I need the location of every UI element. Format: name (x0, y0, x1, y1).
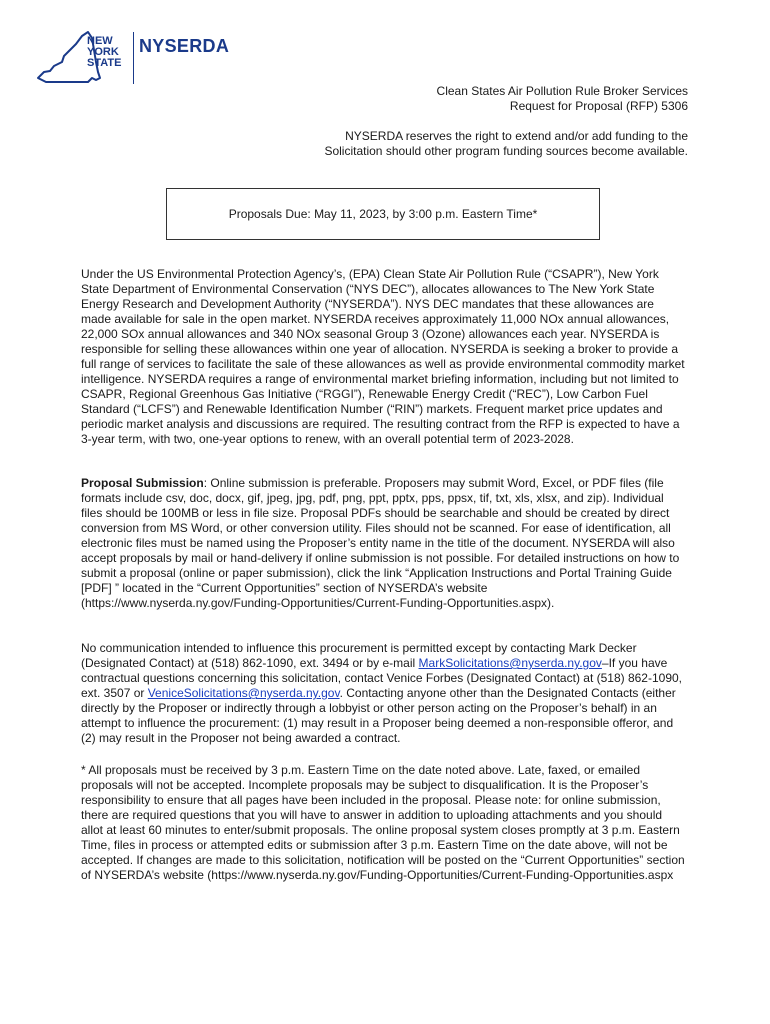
submission-label: Proposal Submission (81, 476, 204, 490)
logo-divider (133, 32, 134, 84)
state-name-mark: NEW YORK STATE (87, 35, 122, 69)
rfp-number: Request for Proposal (RFP) 5306 (509, 99, 688, 113)
document-title: Clean States Air Pollution Rule Broker Services (436, 84, 688, 98)
proposals-due-text: Proposals Due: May 11, 2023, by 3:00 p.m. Eastern Time* (228, 207, 538, 221)
footnote-paragraph: * All proposals must be received by 3 p.m. Eastern Time on the date noted above. Late, faxed, or emailed proposals will not be accepted. Incomplete proposals may be subject to disqualification. It is the Proposer’s responsibility to ensure that all pages have been included in the proposal. Please note: for online submission, there are required questions that you will have to answer in addition to uploading attachments and you should allot at least 60 minutes to enter/submit proposals. The online proposal system closes promptly at 3 p.m. Eastern Time, files in process or attempted edits or submission after 3 p.m. Eastern Time on the date above, will not be accepted. If changes are made to this solicitation, notification will be posted on the “Current Opportunities” section of NYSERDA’s website (https://www.nyserda.ny.gov/Funding-Opportunities/Current-Funding-Opportunities.aspx (81, 763, 685, 882)
intro-paragraph: Under the US Environmental Protection Agency’s, (EPA) Clean State Air Pollution Rule (“CSAPR”), New York State Department of Environmental Conservation (“NYS DEC”), allocates allowances to The New York State Energy Research and Development Authority (“NYSERDA”). NYS DEC mandates that these allowances are made available for sale in the open market. NYSERDA receives approximately 11,000 NOx annual allowances, 22,000 SOx annual allowances and 340 NOx seasonal Group 3 (Ozone) allowances each year. NYSERDA is responsible for selling these allowances within one year of allocation. NYSERDA is seeking a broker to provide a full range of services to facilitate the sale of these allowances as well as provide environmental commodity market intelligence. NYSERDA requires a range of environmental market briefing information, including but not limited to CSAPR, Regional Greenhous Gas Initiative (“RGGI”), Renewable Energy Credit (“REC”), Low Carbon Fuel Standard (“LCFS”) and Renewable Identification Number (“RIN”) markets. Frequent market price updates and periodic market analysis and discussions are required. The resulting contract from the RFP is expected to have a 3-year term, with two, one-year options to renew, with an overall potential term of 2023-2028. (81, 267, 685, 446)
proposals-due-box (166, 188, 600, 240)
venice-solicitations-email-link[interactable]: VeniceSolicitations@nyserda.ny.gov (147, 686, 340, 700)
contact-paragraph: No communication intended to influence this procurement is permitted except by contacting Mark Decker (Designated Contact) at (518) 862-1090, ext. 3494 or by e-mail MarkSolicitations@nyserda.ny.gov–If you have contractual questions concerning this solicitation, contact Venice Forbes (Designated Contact) at (518) 862-1090, ext. 3507 or VeniceSolicitations@nyserda.ny.gov. Contacting anyone other than the Designated Contacts (either directly by the Proposer or indirectly through a lobbyist or other person acting on the Proposer’s behalf) in an attempt to influence the procurement: (1) may result in a Proposer being deemed a non-responsible offeror, and (2) may result in the Proposer not being awarded a contract. (81, 641, 683, 745)
funding-notice: NYSERDA reserves the right to extend and/or add funding to the Solicitation should other program funding sources become available. (324, 129, 688, 158)
submission-paragraph: Proposal Submission: Online submission is preferable. Proposers may submit Word, Excel, or PDF files (file formats include csv, doc, docx, gif, jpeg, jpg, pdf, png, ppt, pptx, pps, ppsx, tif, txt, xls, xlsx, and zip). Individual files should be 100MB or less in file size. Proposal PDFs should be searchable and should be created by direct conversion from MS Word, or other conversion utility. Files should not be scanned. For ease of identification, all electronic files must be named using the Proposer’s entity name in the title of the document. NYSERDA will also accept proposals by mail or hand-delivery if online submission is not possible. For detailed instructions on how to submit a proposal (online or paper submission), click the link “Application Instructions and Portal Training Guide [PDF] ” located in the “Current Opportunities” section of NYSERDA’s website (https://www.nyserda.ny.gov/Funding-Opportunities/Current-Funding-Opportunities.aspx). (81, 476, 680, 610)
document-header (437, 84, 688, 114)
agency-name: NYSERDA (139, 36, 230, 56)
mark-solicitations-email-link[interactable]: MarkSolicitations@nyserda.ny.gov (418, 656, 602, 670)
